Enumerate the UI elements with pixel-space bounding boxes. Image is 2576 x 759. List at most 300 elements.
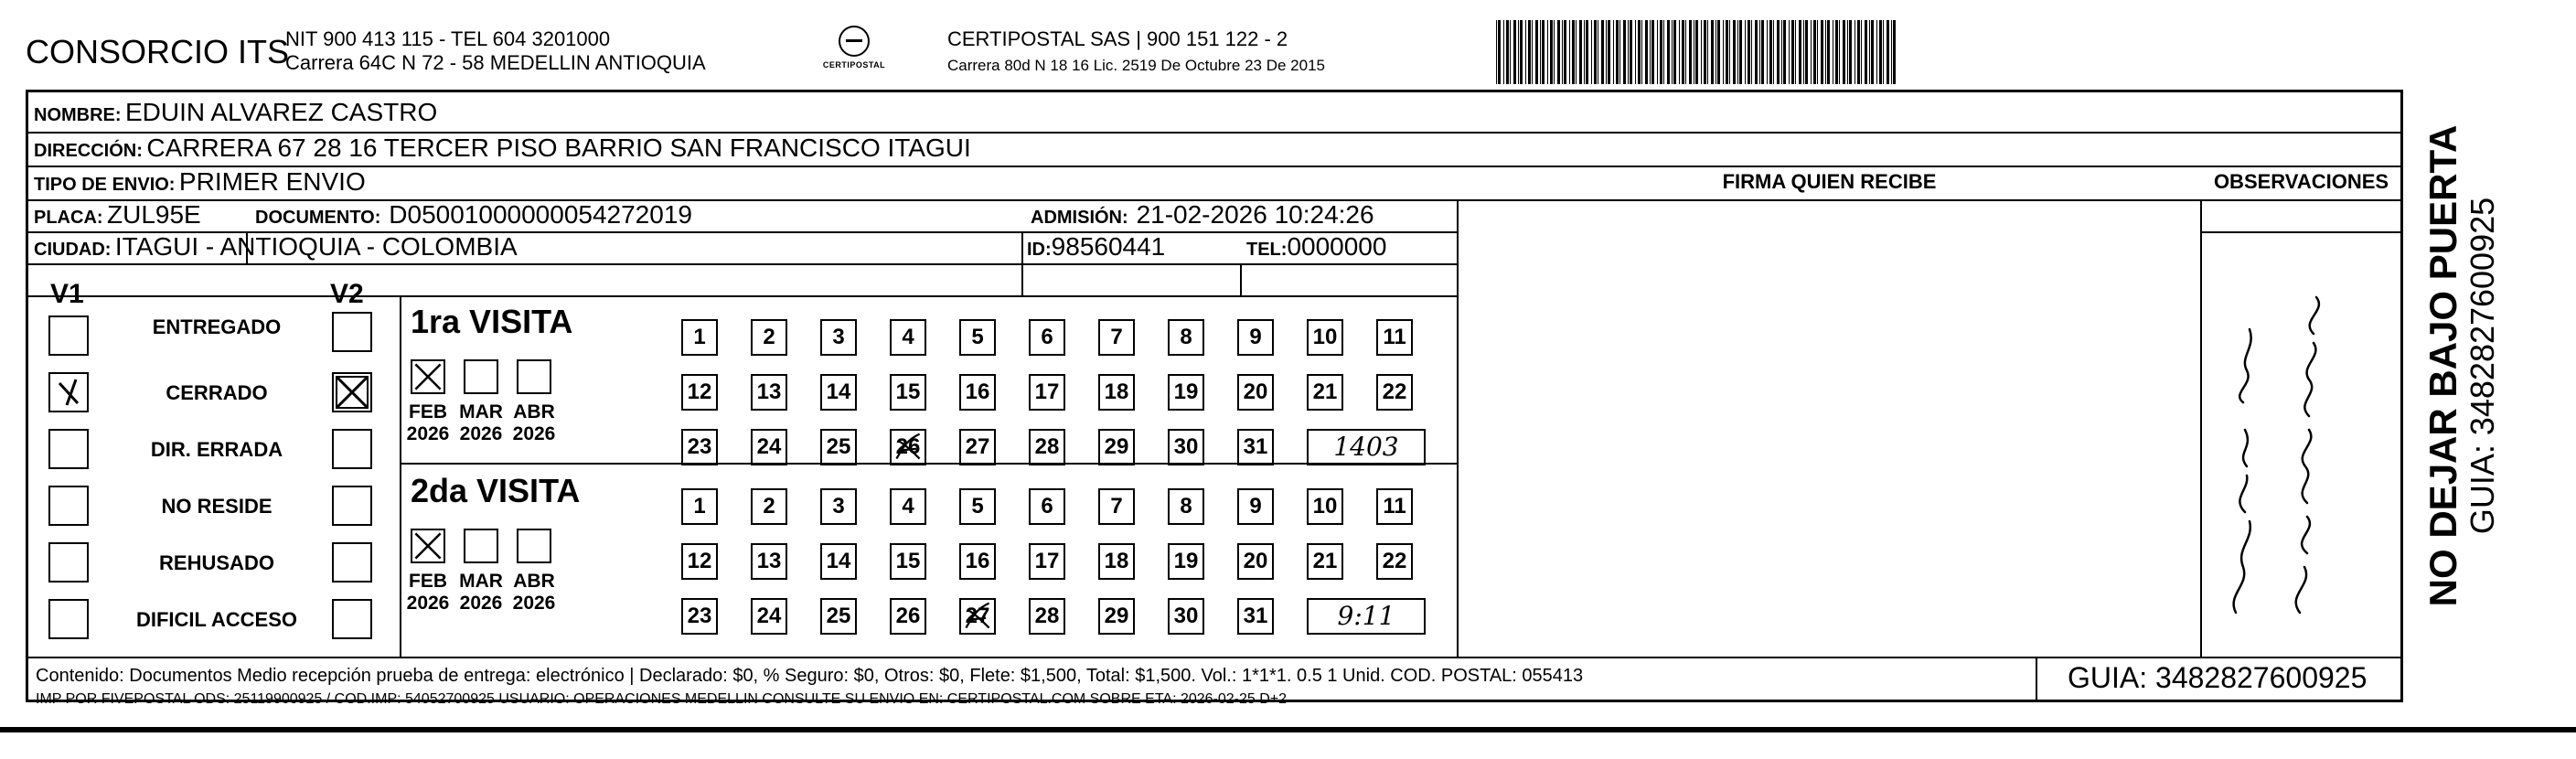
month-year: 2026: [459, 593, 503, 614]
barcode-bar: [1616, 20, 1619, 84]
v2-checkbox[interactable]: [332, 542, 372, 583]
certipostal-address: Carrera 80d N 18 16 Lic. 2519 De Octubre 23 De 2015: [947, 57, 1325, 74]
barcode-bar: [1673, 20, 1676, 84]
day-number: 10: [1312, 494, 1338, 518]
barcode-bar: [1813, 20, 1816, 84]
tipo-envio-value: PRIMER ENVIO: [178, 167, 366, 196]
day-box[interactable]: [1237, 374, 1274, 411]
day-box[interactable]: [1376, 488, 1413, 525]
barcode-bar: [1817, 20, 1818, 84]
day-number: 21: [1312, 380, 1338, 404]
no-dejar-notice: NO DEJAR BAJO PUERTA: [2421, 124, 2464, 607]
barcode-bar: [1825, 20, 1826, 84]
barcode-bar: [1755, 20, 1758, 84]
v1-checkbox[interactable]: [48, 315, 89, 356]
nombre-label: NOMBRE:: [34, 105, 122, 125]
day-box[interactable]: [1098, 543, 1135, 580]
day-box[interactable]: [1029, 429, 1065, 465]
barcode-bar: [1550, 20, 1553, 84]
day-box[interactable]: [1029, 598, 1065, 635]
day-number: 1: [693, 494, 706, 518]
month-name: FEB: [409, 571, 447, 592]
v2-checkbox[interactable]: [332, 429, 372, 469]
barcode-bar: [1503, 20, 1504, 84]
barcode-bar: [1601, 20, 1604, 84]
barcode-bar: [1707, 20, 1708, 84]
day-box[interactable]: [1168, 543, 1204, 580]
day-number: 26: [895, 434, 921, 459]
day-box[interactable]: [1098, 598, 1135, 635]
day-box[interactable]: [890, 543, 926, 580]
tipo-envio-label: TIPO DE ENVIO:: [34, 175, 176, 195]
visit-title: 2da VISITA: [411, 472, 581, 509]
nit-line: NIT 900 413 115 - TEL 604 3201000: [285, 27, 611, 50]
month-checkbox[interactable]: [411, 529, 445, 563]
barcode-bar: [1759, 20, 1760, 84]
day-number: 9: [1249, 494, 1262, 518]
side-notice: [2407, 110, 2517, 622]
day-box[interactable]: [681, 429, 718, 465]
barcode-bar: [1650, 20, 1651, 84]
v1-checkbox[interactable]: [48, 372, 89, 412]
barcode-bar: [1542, 20, 1545, 84]
day-box[interactable]: [1098, 374, 1135, 411]
day-box[interactable]: [1307, 374, 1343, 411]
barcode-bar: [1554, 20, 1555, 84]
day-box[interactable]: [1098, 488, 1135, 525]
day-number: 14: [826, 380, 851, 404]
barcode-bar: [1630, 20, 1632, 84]
day-box[interactable]: [681, 374, 718, 411]
day-box[interactable]: [681, 598, 718, 635]
barcode-bar: [1711, 20, 1714, 84]
day-box[interactable]: [1307, 543, 1343, 580]
barcode-bar: [1847, 20, 1848, 84]
day-box[interactable]: [751, 488, 787, 525]
day-number: 3: [832, 494, 845, 518]
status-label: REHUSADO: [159, 551, 274, 574]
tel-value: 0000000: [1287, 232, 1387, 261]
day-number: 10: [1312, 325, 1338, 349]
day-number: 14: [826, 549, 851, 573]
id-value: 98560441: [1051, 232, 1166, 261]
barcode-bar: [1861, 20, 1862, 84]
barcode-bar: [1876, 20, 1877, 84]
barcode-bar: [1535, 20, 1538, 84]
barcode-bar: [1572, 20, 1575, 84]
day-number: 13: [756, 380, 782, 404]
direccion-value: CARRERA 67 28 16 TERCER PISO BARRIO SAN FRANCISCO ITAGUI: [146, 134, 971, 162]
day-number: 15: [895, 549, 921, 573]
month-checkbox[interactable]: [464, 529, 498, 563]
barcode-bar: [1667, 20, 1670, 84]
barcode-bar: [1839, 20, 1840, 84]
barcode-bar: [1883, 20, 1884, 84]
day-box[interactable]: [1237, 319, 1274, 356]
day-number: 31: [1243, 604, 1268, 628]
day-box[interactable]: [751, 374, 787, 411]
v1-checkbox[interactable]: [48, 599, 89, 639]
month-label: [507, 401, 561, 445]
barcode-bar: [1723, 20, 1724, 84]
day-box[interactable]: [1168, 319, 1204, 356]
day-number: 22: [1382, 549, 1407, 573]
barcode: [1496, 20, 1898, 84]
certipostal-logo: [818, 26, 890, 79]
day-box[interactable]: [1376, 374, 1413, 411]
day-number: 28: [1034, 434, 1060, 459]
day-number: 17: [1034, 380, 1060, 404]
barcode-bar: [1657, 20, 1658, 84]
month-name: MAR: [459, 401, 503, 422]
barcode-bar: [1564, 20, 1566, 84]
barcode-bar: [1672, 20, 1673, 84]
day-number: 20: [1243, 549, 1268, 573]
ciudad-label: CIUDAD:: [34, 240, 112, 260]
v2-header: V2: [330, 279, 364, 309]
barcode-bar: [1576, 20, 1577, 84]
barcode-bar: [1701, 20, 1702, 84]
barcode-bar: [1777, 20, 1780, 84]
month-checkbox[interactable]: [517, 529, 551, 563]
tel-label: TEL:: [1246, 240, 1288, 260]
barcode-bar: [1651, 20, 1654, 84]
status-label: DIFICIL ACCESO: [135, 608, 297, 631]
day-number: 18: [1104, 549, 1129, 573]
day-number: 7: [1110, 494, 1123, 518]
month-year: 2026: [459, 423, 503, 444]
v1-checkbox[interactable]: [48, 486, 89, 526]
day-number: 11: [1383, 494, 1406, 518]
id-row: [1027, 232, 1165, 262]
barcode-bar: [1748, 20, 1750, 84]
day-box[interactable]: [751, 429, 787, 465]
placa-value: ZUL95E: [107, 200, 201, 229]
day-number: 29: [1104, 604, 1129, 628]
v1-checkbox[interactable]: [48, 429, 89, 469]
day-number: 30: [1173, 434, 1199, 459]
day-number: 20: [1243, 380, 1268, 404]
barcode-bar: [1528, 20, 1531, 84]
day-number: 16: [965, 380, 990, 404]
barcode-bar: [1628, 20, 1629, 84]
day-number: 6: [1041, 325, 1053, 349]
day-box[interactable]: [890, 319, 926, 356]
day-box[interactable]: [820, 319, 857, 356]
v1-checkbox[interactable]: [48, 542, 89, 583]
barcode-bar: [1579, 20, 1582, 84]
month-name: ABR: [513, 571, 555, 592]
barcode-bar: [1869, 20, 1870, 84]
ciudad-value: ITAGUI - ANTIOQUIA - COLOMBIA: [114, 232, 518, 261]
visit-time: 9:11: [1337, 601, 1395, 631]
month-label: [454, 401, 508, 445]
visit-title: 1ra VISITA: [411, 303, 573, 340]
placa-label: PLACA:: [34, 208, 103, 228]
documento-label: DOCUMENTO:: [255, 208, 381, 228]
day-box[interactable]: [681, 319, 718, 356]
day-box[interactable]: [1098, 429, 1135, 465]
barcode-bar: [1891, 20, 1892, 84]
day-number: 7: [1110, 325, 1123, 349]
day-number: 24: [756, 604, 782, 628]
day-box[interactable]: [820, 429, 857, 465]
barcode-bar: [1704, 20, 1706, 84]
day-box[interactable]: [890, 598, 926, 635]
footer-contenido: Contenido: Documentos Medio recepción prueba de entrega: electrónico | Declarado: $0, % Seguro: $0, Otros: $0, Flete: $1,500, Total: $1,500. Vol.: 1*1*1. 0.5 1 Unid. COD. POSTAL: 055413: [36, 666, 1584, 686]
month-label: [507, 571, 561, 615]
day-box[interactable]: [1098, 319, 1135, 356]
barcode-bar: [1498, 20, 1501, 84]
day-box[interactable]: [1237, 598, 1274, 635]
day-box[interactable]: [820, 488, 857, 525]
tipo-envio-row: [34, 167, 366, 197]
status-label: DIR. ERRADA: [150, 438, 283, 461]
day-box[interactable]: [959, 488, 996, 525]
barcode-bar: [1893, 20, 1896, 84]
month-year: 2026: [512, 423, 556, 444]
day-number: 24: [756, 434, 782, 459]
address-line: Carrera 64C N 72 - 58 MEDELLIN ANTIOQUIA: [285, 51, 706, 74]
barcode-bar: [1623, 20, 1626, 84]
day-box[interactable]: [681, 543, 718, 580]
day-box[interactable]: [1168, 598, 1204, 635]
barcode-bar: [1773, 20, 1774, 84]
day-number: 3: [832, 325, 845, 349]
nombre-value: EDUIN ALVAREZ CASTRO: [125, 98, 438, 126]
v1-header: V1: [50, 279, 84, 309]
day-box[interactable]: [1237, 429, 1274, 465]
day-number: 17: [1034, 549, 1060, 573]
barcode-bar: [1737, 20, 1738, 84]
day-box[interactable]: [1307, 319, 1343, 356]
barcode-bar: [1679, 20, 1680, 84]
day-box[interactable]: [751, 319, 787, 356]
day-number: 27: [965, 434, 990, 459]
day-box[interactable]: [890, 488, 926, 525]
barcode-bar: [1865, 20, 1867, 84]
barcode-bar: [1805, 20, 1808, 84]
barcode-bar: [1557, 20, 1560, 84]
footer-imp: IMP POR FIVEPOSTAL ODS: 25119900925 / COD.IMP: 54052700925 USUARIO: OPERACIONES MEDELLIN CONSULTE SU ENVIO EN: CERTIPOSTAL.COM SOBRE ETA: 2026-02-25 D+2: [36, 691, 1288, 707]
day-box[interactable]: [1029, 543, 1065, 580]
month-checkbox[interactable]: [517, 359, 551, 394]
day-box[interactable]: [959, 429, 996, 465]
day-number: 31: [1243, 434, 1268, 459]
day-box[interactable]: [1237, 543, 1274, 580]
day-number: 13: [756, 549, 782, 573]
id-label: ID:: [1027, 240, 1052, 260]
day-number: 28: [1034, 604, 1060, 628]
day-number: 26: [895, 604, 921, 628]
month-year: 2026: [512, 593, 556, 614]
month-checkbox[interactable]: [411, 359, 445, 394]
day-number: 12: [687, 380, 712, 404]
bottom-edge: [0, 727, 2576, 732]
logo-text: CERTIPOSTAL: [822, 60, 886, 69]
v2-checkbox[interactable]: [332, 372, 372, 412]
barcode-bar: [1871, 20, 1874, 84]
barcode-bar: [1606, 20, 1607, 84]
status-label: NO RESIDE: [161, 495, 273, 518]
day-number: 23: [687, 434, 712, 459]
barcode-bar: [1520, 20, 1523, 84]
barcode-bar: [1835, 20, 1838, 84]
day-number: 8: [1180, 325, 1192, 349]
barcode-bar: [1532, 20, 1533, 84]
direccion-label: DIRECCIÓN:: [34, 141, 143, 161]
barcode-bar: [1769, 20, 1772, 84]
day-box[interactable]: [959, 598, 996, 635]
barcode-bar: [1513, 20, 1516, 84]
barcode-bar: [1726, 20, 1728, 84]
day-box[interactable]: [681, 488, 718, 525]
day-number: 25: [826, 604, 851, 628]
day-box[interactable]: [751, 598, 787, 635]
month-year: 2026: [406, 423, 450, 444]
barcode-bar: [1767, 20, 1768, 84]
day-box[interactable]: [751, 543, 787, 580]
placa-row: [34, 200, 201, 230]
barcode-bar: [1638, 20, 1641, 84]
barcode-bar: [1569, 20, 1570, 84]
month-label: [401, 401, 455, 445]
day-box[interactable]: [820, 374, 857, 411]
barcode-bar: [1496, 20, 1497, 84]
month-label: [401, 571, 455, 615]
day-box[interactable]: [1168, 488, 1204, 525]
day-number: 2: [763, 325, 775, 349]
footer-guia: GUIA: 3482827600925: [2068, 661, 2368, 694]
barcode-bar: [1783, 20, 1786, 84]
day-box[interactable]: [1376, 319, 1413, 356]
barcode-bar: [1781, 20, 1782, 84]
barcode-bar: [1591, 20, 1592, 84]
barcode-bar: [1613, 20, 1614, 84]
observaciones-header: OBSERVACIONES: [2213, 170, 2389, 193]
day-box[interactable]: [820, 543, 857, 580]
day-number: 4: [902, 494, 914, 518]
barcode-bar: [1733, 20, 1736, 84]
barcode-bar: [1682, 20, 1684, 84]
observaciones-signature: [2195, 604, 2387, 713]
day-number: 29: [1104, 434, 1129, 459]
day-number: 23: [687, 604, 712, 628]
company-name: CONSORCIO ITS: [26, 33, 290, 70]
barcode-bar: [1594, 20, 1597, 84]
day-number: 30: [1173, 604, 1199, 628]
admision-value: 21-02-2026 10:24:26: [1136, 200, 1374, 229]
barcode-bar: [1685, 20, 1686, 84]
visit-time-box[interactable]: [1307, 429, 1426, 465]
day-number: 12: [687, 549, 712, 573]
month-checkbox[interactable]: [464, 359, 498, 394]
v2-checkbox[interactable]: [332, 312, 372, 352]
month-label: [454, 571, 508, 615]
barcode-bar: [1789, 20, 1790, 84]
company-info: [285, 27, 706, 75]
v2-checkbox[interactable]: [332, 599, 372, 639]
certipostal-title: CERTIPOSTAL SAS | 900 151 122 - 2: [947, 27, 1288, 50]
day-number: 4: [902, 325, 914, 349]
barcode-bar: [1641, 20, 1642, 84]
day-box[interactable]: [1237, 488, 1274, 525]
day-number: 11: [1383, 325, 1406, 349]
barcode-bar: [1619, 20, 1620, 84]
day-number: 1: [693, 325, 706, 349]
nombre-row: [34, 98, 437, 127]
side-guia: GUIA: 3482827600925: [2464, 197, 2501, 535]
day-number: 16: [965, 549, 990, 573]
day-number: 6: [1041, 494, 1053, 518]
v2-checkbox[interactable]: [332, 486, 372, 526]
day-number: 15: [895, 380, 921, 404]
barcode-bar: [1887, 20, 1889, 84]
barcode-bar: [1525, 20, 1526, 84]
day-number: 2: [763, 494, 775, 518]
barcode-bar: [1811, 20, 1812, 84]
barcode-bar: [1660, 20, 1662, 84]
day-number: 19: [1173, 549, 1199, 573]
observaciones-handwriting: [2199, 293, 2364, 622]
day-box[interactable]: [959, 374, 996, 411]
day-box[interactable]: [1168, 429, 1204, 465]
barcode-bar: [1663, 20, 1664, 84]
day-box[interactable]: [1168, 374, 1204, 411]
barcode-bar: [1586, 20, 1588, 84]
barcode-bar: [1745, 20, 1746, 84]
day-box[interactable]: [1029, 374, 1065, 411]
delivery-form: [26, 90, 2403, 707]
logo-mark-icon: [839, 26, 870, 57]
status-label: ENTREGADO: [152, 315, 282, 338]
barcode-bar: [1695, 20, 1698, 84]
day-box[interactable]: [1029, 319, 1065, 356]
day-box[interactable]: [820, 598, 857, 635]
barcode-bar: [1584, 20, 1585, 84]
day-number: 18: [1104, 380, 1129, 404]
barcode-bar: [1849, 20, 1852, 84]
day-box[interactable]: [1307, 488, 1343, 525]
barcode-bar: [1795, 20, 1796, 84]
barcode-bar: [1510, 20, 1511, 84]
barcode-bar: [1608, 20, 1610, 84]
admision-label: ADMISIÓN:: [1031, 208, 1128, 228]
tel-row: [1246, 232, 1386, 262]
visit-time-box[interactable]: [1307, 598, 1426, 635]
day-box[interactable]: [890, 374, 926, 411]
day-number: 19: [1173, 380, 1199, 404]
month-name: FEB: [409, 401, 447, 422]
day-number: 21: [1312, 549, 1338, 573]
documento-value: D05001000000054272019: [389, 200, 692, 229]
barcode-bar: [1821, 20, 1823, 84]
day-box[interactable]: [959, 319, 996, 356]
day-box[interactable]: [1029, 488, 1065, 525]
barcode-bar: [1803, 20, 1804, 84]
month-name: MAR: [459, 571, 503, 592]
barcode-bar: [1540, 20, 1541, 84]
barcode-bar: [1547, 20, 1548, 84]
barcode-bar: [1506, 20, 1509, 84]
month-year: 2026: [406, 593, 450, 614]
day-box[interactable]: [959, 543, 996, 580]
barcode-bar: [1635, 20, 1636, 84]
day-box[interactable]: [1376, 543, 1413, 580]
day-number: 27: [965, 604, 990, 628]
admision-row: [1031, 200, 1374, 230]
day-box[interactable]: [890, 429, 926, 465]
